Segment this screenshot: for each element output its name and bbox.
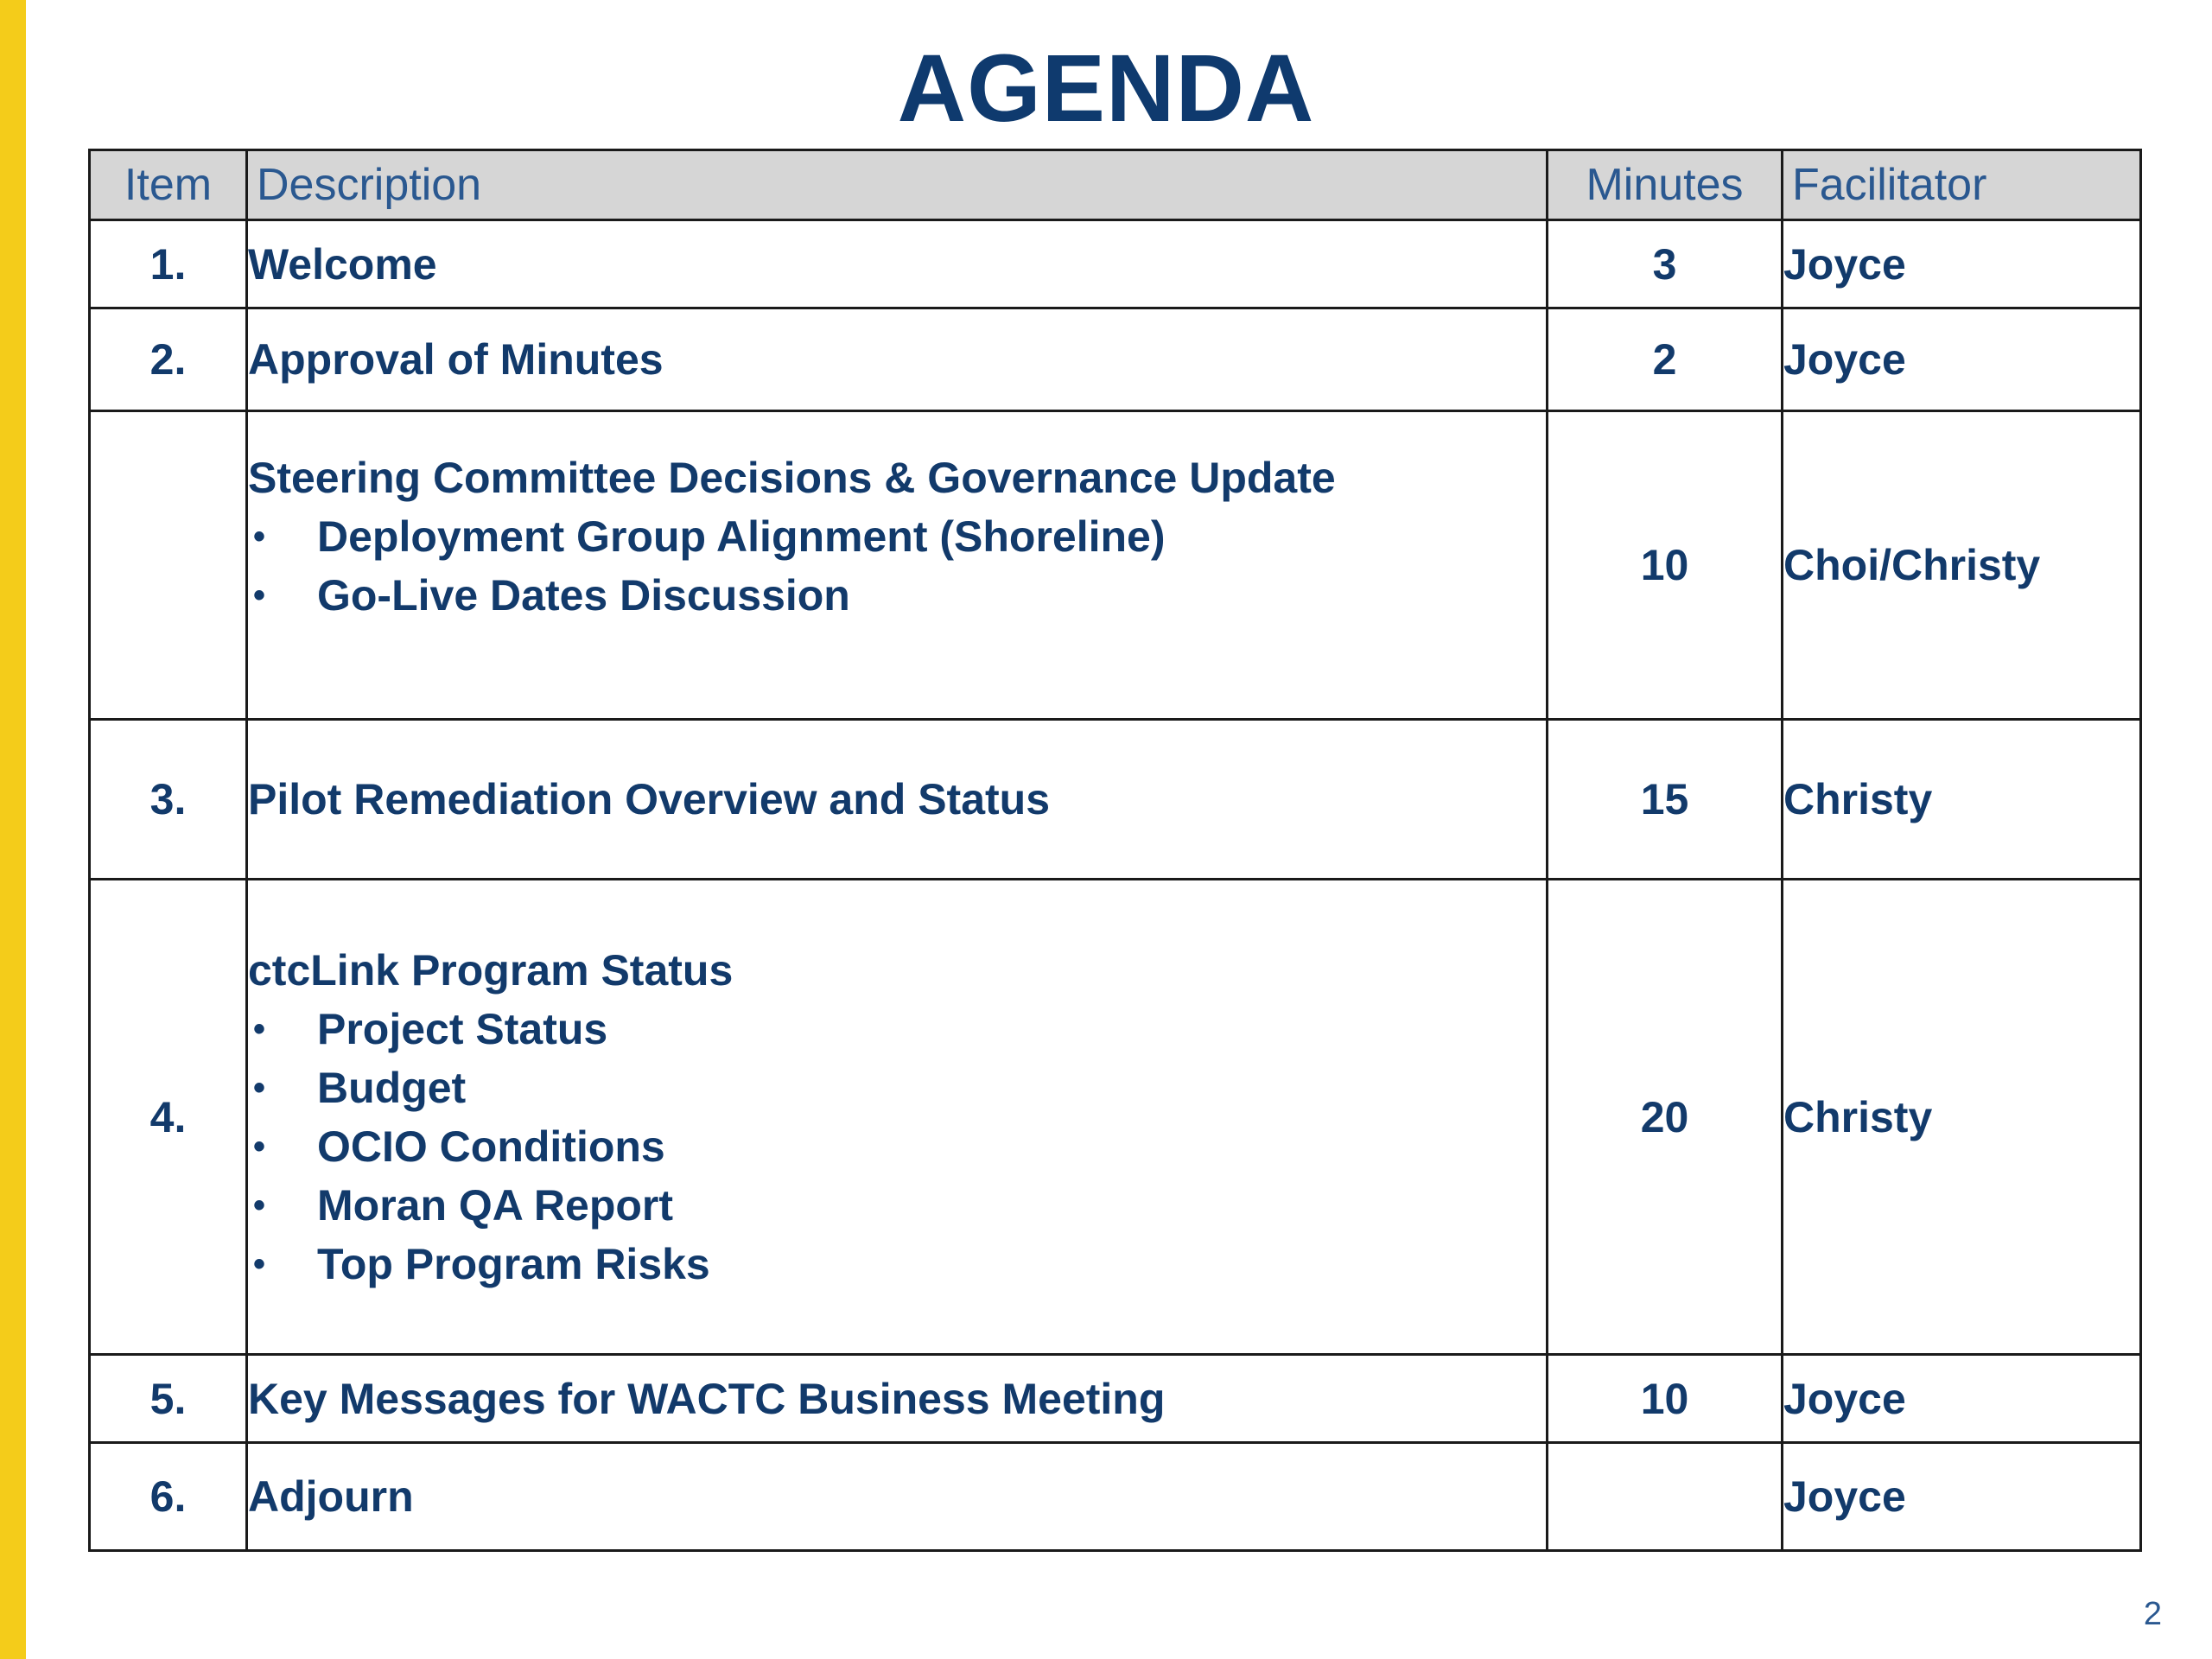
row-description-cell	[247, 411, 1548, 720]
table-row	[90, 880, 2141, 1355]
row-minutes	[1548, 1443, 1783, 1551]
row-description: Steering Committee Decisions & Governance Update	[248, 454, 1336, 502]
bullet-icon: •	[253, 576, 266, 614]
header-item: Item	[90, 150, 247, 220]
row-facilitator: Joyce	[1783, 308, 2141, 411]
table-row	[90, 1443, 2141, 1551]
row-item-number: 5.	[90, 1355, 247, 1443]
accent-bar	[0, 0, 26, 1659]
row-minutes: 10	[1548, 1355, 1783, 1443]
header-minutes: Minutes	[1548, 150, 1783, 220]
bullet-icon: •	[253, 1009, 266, 1048]
row-description: Pilot Remediation Overview and Status	[247, 720, 1548, 880]
sub-item-label: Go-Live Dates Discussion	[317, 571, 850, 620]
page-number: 2	[2143, 1596, 2162, 1632]
table-header-row	[90, 150, 2141, 220]
list-item	[248, 1000, 1546, 1058]
bullet-icon: •	[253, 1244, 266, 1283]
row-description: Adjourn	[247, 1443, 1548, 1551]
row-item-number: 1.	[90, 220, 247, 308]
table-row	[90, 1355, 2141, 1443]
row-minutes: 2	[1548, 308, 1783, 411]
table-row	[90, 308, 2141, 411]
list-item	[248, 1235, 1546, 1294]
row-minutes: 15	[1548, 720, 1783, 880]
row-description-cell	[247, 880, 1548, 1355]
table-row	[90, 220, 2141, 308]
agenda-table	[88, 149, 2142, 1552]
row-description: Welcome	[247, 220, 1548, 308]
row-item-number: 6.	[90, 1443, 247, 1551]
page-title: AGENDA	[897, 35, 1315, 142]
row-item-number: 2.	[90, 308, 247, 411]
row-facilitator: Christy	[1783, 880, 2141, 1355]
table-row	[90, 720, 2141, 880]
bullet-icon: •	[253, 1185, 266, 1224]
table-row	[90, 411, 2141, 720]
sub-item-label: Top Program Risks	[317, 1239, 710, 1288]
row-facilitator: Joyce	[1783, 1355, 2141, 1443]
row-description: Key Messages for WACTC Business Meeting	[247, 1355, 1548, 1443]
sub-item-label: OCIO Conditions	[317, 1122, 665, 1171]
header-facilitator: Facilitator	[1783, 150, 2141, 220]
row-minutes: 3	[1548, 220, 1783, 308]
bullet-icon: •	[253, 518, 266, 556]
row-item-number: 3.	[90, 720, 247, 880]
sub-item-list	[248, 507, 1546, 625]
row-description: ctcLink Program Status	[248, 945, 734, 995]
row-description: Approval of Minutes	[247, 308, 1548, 411]
row-facilitator: Joyce	[1783, 1443, 2141, 1551]
bullet-icon: •	[253, 1068, 266, 1107]
row-item-number	[90, 411, 247, 720]
row-minutes: 20	[1548, 880, 1783, 1355]
list-item	[248, 1058, 1546, 1117]
sub-item-list	[248, 1000, 1546, 1294]
sub-item-label: Moran QA Report	[317, 1180, 674, 1230]
sub-item-label: Deployment Group Alignment (Shoreline)	[317, 512, 1166, 561]
row-facilitator: Christy	[1783, 720, 2141, 880]
sub-item-label: Project Status	[317, 1004, 608, 1053]
row-item-number: 4.	[90, 880, 247, 1355]
list-item	[248, 1117, 1546, 1176]
list-item	[248, 566, 1546, 625]
header-description: Description	[247, 150, 1548, 220]
list-item	[248, 1176, 1546, 1235]
row-minutes: 10	[1548, 411, 1783, 720]
list-item	[248, 507, 1546, 566]
row-facilitator: Joyce	[1783, 220, 2141, 308]
row-facilitator: Choi/Christy	[1783, 411, 2141, 720]
bullet-icon: •	[253, 1127, 266, 1166]
sub-item-label: Budget	[317, 1063, 467, 1112]
